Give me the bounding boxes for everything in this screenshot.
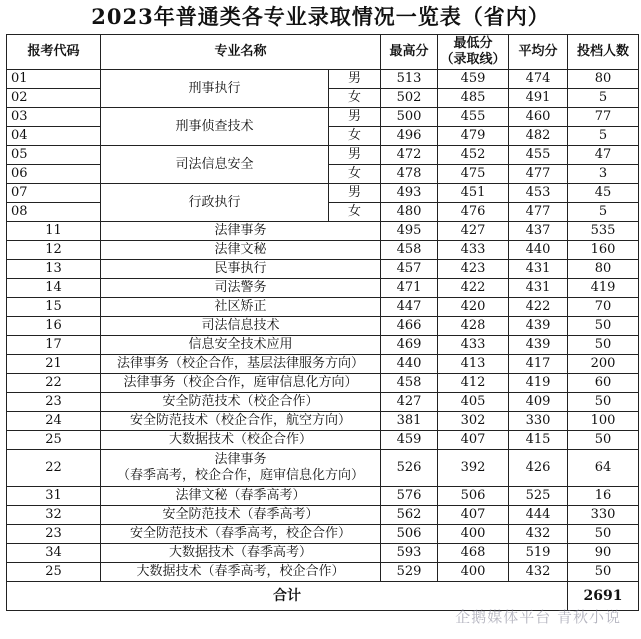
code-cell: 24: [7, 412, 101, 431]
table-row: [7, 393, 639, 412]
min-score-cell: 405: [438, 393, 509, 412]
table-row: [7, 506, 639, 525]
count-cell: 50: [568, 525, 639, 544]
avg-score-cell: 439: [509, 317, 568, 336]
count-cell: 5: [568, 127, 639, 146]
max-score-cell: 493: [381, 184, 438, 203]
code-cell: 23: [7, 525, 101, 544]
gender-cell: 男: [329, 146, 381, 165]
min-score-cell: 427: [438, 222, 509, 241]
header-count: 投档人数: [568, 35, 639, 70]
max-score-cell: 576: [381, 487, 438, 506]
max-score-cell: 447: [381, 298, 438, 317]
count-cell: 70: [568, 298, 639, 317]
code-cell: 02: [7, 89, 101, 108]
avg-score-cell: 525: [509, 487, 568, 506]
gender-cell: 女: [329, 127, 381, 146]
min-score-cell: 475: [438, 165, 509, 184]
code-cell: 31: [7, 487, 101, 506]
max-score-cell: 469: [381, 336, 438, 355]
code-cell: 04: [7, 127, 101, 146]
header-min-line2: （录取线）: [440, 52, 506, 67]
major-name-cell: 司法信息安全: [101, 146, 329, 184]
major-name-cell: 社区矫正: [101, 298, 381, 317]
code-cell: 16: [7, 317, 101, 336]
max-score-cell: 478: [381, 165, 438, 184]
max-score-cell: 466: [381, 317, 438, 336]
code-cell: 12: [7, 241, 101, 260]
max-score-cell: 471: [381, 279, 438, 298]
min-score-cell: 459: [438, 70, 509, 89]
code-cell: 17: [7, 336, 101, 355]
avg-score-cell: 439: [509, 336, 568, 355]
header-max: 最高分: [381, 35, 438, 70]
avg-score-cell: 444: [509, 506, 568, 525]
header-min-line1: 最低分: [453, 36, 493, 51]
gender-cell: 男: [329, 184, 381, 203]
header-min: [438, 35, 509, 70]
min-score-cell: 423: [438, 260, 509, 279]
major-name-cell: 安全防范技术（春季高考，校企合作）: [101, 525, 381, 544]
min-score-cell: 433: [438, 336, 509, 355]
code-cell: 13: [7, 260, 101, 279]
min-score-cell: 433: [438, 241, 509, 260]
avg-score-cell: 426: [509, 450, 568, 487]
max-score-cell: 458: [381, 241, 438, 260]
max-score-cell: 495: [381, 222, 438, 241]
count-cell: 77: [568, 108, 639, 127]
max-score-cell: 513: [381, 70, 438, 89]
table-row: [7, 563, 639, 582]
table-row: [7, 487, 639, 506]
major-name-cell: 法律文秘: [101, 241, 381, 260]
max-score-cell: 440: [381, 355, 438, 374]
header-major: 专业名称: [101, 35, 381, 70]
gender-cell: 男: [329, 108, 381, 127]
major-name-line1: 法律事务: [214, 452, 267, 467]
count-cell: 50: [568, 336, 639, 355]
count-cell: 330: [568, 506, 639, 525]
avg-score-cell: 482: [509, 127, 568, 146]
max-score-cell: 593: [381, 544, 438, 563]
major-name-cell: 大数据技术（校企合作）: [101, 431, 381, 450]
major-name-cell: 法律事务（校企合作，庭审信息化方向）: [101, 374, 381, 393]
code-cell: 06: [7, 165, 101, 184]
count-cell: 50: [568, 393, 639, 412]
major-name-cell: 大数据技术（春季高考，校企合作）: [101, 563, 381, 582]
min-score-cell: 455: [438, 108, 509, 127]
avg-score-cell: 417: [509, 355, 568, 374]
min-score-cell: 451: [438, 184, 509, 203]
avg-score-cell: 460: [509, 108, 568, 127]
avg-score-cell: 431: [509, 260, 568, 279]
major-name-cell: 刑事执行: [101, 70, 329, 108]
gender-cell: 女: [329, 165, 381, 184]
major-name-cell: 安全防范技术（春季高考）: [101, 506, 381, 525]
min-score-cell: 407: [438, 506, 509, 525]
header-row: [7, 35, 639, 70]
min-score-cell: 428: [438, 317, 509, 336]
max-score-cell: 526: [381, 450, 438, 487]
count-cell: 64: [568, 450, 639, 487]
min-score-cell: 407: [438, 431, 509, 450]
major-name-line2: （春季高考，校企合作，庭审信息化方向）: [117, 468, 365, 483]
avg-score-cell: 415: [509, 431, 568, 450]
major-name-cell: 信息安全技术应用: [101, 336, 381, 355]
min-score-cell: 400: [438, 525, 509, 544]
min-score-cell: 468: [438, 544, 509, 563]
count-cell: 5: [568, 89, 639, 108]
avg-score-cell: 453: [509, 184, 568, 203]
max-score-cell: 457: [381, 260, 438, 279]
major-name-cell: 司法警务: [101, 279, 381, 298]
avg-score-cell: 330: [509, 412, 568, 431]
count-cell: 160: [568, 241, 639, 260]
code-cell: 22: [7, 374, 101, 393]
max-score-cell: 506: [381, 525, 438, 544]
major-name-cell: 法律事务（校企合作，基层法律服务方向）: [101, 355, 381, 374]
table-row: [7, 184, 639, 203]
avg-score-cell: 455: [509, 146, 568, 165]
min-score-cell: 392: [438, 450, 509, 487]
min-score-cell: 479: [438, 127, 509, 146]
code-cell: 07: [7, 184, 101, 203]
min-score-cell: 413: [438, 355, 509, 374]
avg-score-cell: 474: [509, 70, 568, 89]
major-name-cell: 刑事侦查技术: [101, 108, 329, 146]
header-avg: 平均分: [509, 35, 568, 70]
count-cell: 45: [568, 184, 639, 203]
major-name-cell: 法律文秘（春季高考）: [101, 487, 381, 506]
code-cell: 23: [7, 393, 101, 412]
table-row: [7, 279, 639, 298]
avg-score-cell: 519: [509, 544, 568, 563]
count-cell: 80: [568, 260, 639, 279]
code-cell: 32: [7, 506, 101, 525]
table-row: [7, 355, 639, 374]
min-score-cell: 506: [438, 487, 509, 506]
table-row: [7, 317, 639, 336]
count-cell: 3: [568, 165, 639, 184]
avg-score-cell: 431: [509, 279, 568, 298]
avg-score-cell: 440: [509, 241, 568, 260]
avg-score-cell: 477: [509, 203, 568, 222]
table-row: [7, 260, 639, 279]
gender-cell: 男: [329, 70, 381, 89]
count-cell: 200: [568, 355, 639, 374]
max-score-cell: 427: [381, 393, 438, 412]
count-cell: 80: [568, 70, 639, 89]
major-name-cell: 安全防范技术（校企合作）: [101, 393, 381, 412]
max-score-cell: 502: [381, 89, 438, 108]
major-name-cell: 行政执行: [101, 184, 329, 222]
count-cell: 5: [568, 203, 639, 222]
min-score-cell: 422: [438, 279, 509, 298]
max-score-cell: 529: [381, 563, 438, 582]
table-row: [7, 146, 639, 165]
gender-cell: 女: [329, 203, 381, 222]
count-cell: 90: [568, 544, 639, 563]
major-name-cell: [101, 450, 381, 487]
footer-total: 2691: [568, 582, 639, 611]
min-score-cell: 412: [438, 374, 509, 393]
min-score-cell: 302: [438, 412, 509, 431]
count-cell: 50: [568, 563, 639, 582]
table-row: [7, 544, 639, 563]
min-score-cell: 400: [438, 563, 509, 582]
avg-score-cell: 432: [509, 525, 568, 544]
table-row: [7, 241, 639, 260]
code-cell: 03: [7, 108, 101, 127]
table-row: [7, 222, 639, 241]
count-cell: 100: [568, 412, 639, 431]
max-score-cell: 500: [381, 108, 438, 127]
count-cell: 50: [568, 431, 639, 450]
code-cell: 34: [7, 544, 101, 563]
avg-score-cell: 477: [509, 165, 568, 184]
code-cell: 11: [7, 222, 101, 241]
table-row: [7, 412, 639, 431]
avg-score-cell: 437: [509, 222, 568, 241]
code-cell: 14: [7, 279, 101, 298]
min-score-cell: 485: [438, 89, 509, 108]
count-cell: 47: [568, 146, 639, 165]
min-score-cell: 476: [438, 203, 509, 222]
table-row: [7, 450, 639, 487]
avg-score-cell: 409: [509, 393, 568, 412]
table-row: [7, 525, 639, 544]
header-code: 报考代码: [7, 35, 101, 70]
count-cell: 16: [568, 487, 639, 506]
table-row: [7, 108, 639, 127]
avg-score-cell: 432: [509, 563, 568, 582]
major-name-cell: 大数据技术（春季高考）: [101, 544, 381, 563]
table-row: [7, 374, 639, 393]
max-score-cell: 480: [381, 203, 438, 222]
count-cell: 50: [568, 317, 639, 336]
max-score-cell: 472: [381, 146, 438, 165]
max-score-cell: 459: [381, 431, 438, 450]
page-title: 2023年普通类各专业录取情况一览表（省内）: [91, 4, 550, 29]
count-cell: 419: [568, 279, 639, 298]
major-name-cell: 安全防范技术（校企合作，航空方向）: [101, 412, 381, 431]
code-cell: 21: [7, 355, 101, 374]
code-cell: 22: [7, 450, 101, 487]
major-name-cell: 民事执行: [101, 260, 381, 279]
table-row: [7, 431, 639, 450]
table-row: [7, 336, 639, 355]
max-score-cell: 496: [381, 127, 438, 146]
admission-table: [6, 34, 639, 611]
code-cell: 25: [7, 431, 101, 450]
avg-score-cell: 422: [509, 298, 568, 317]
max-score-cell: 562: [381, 506, 438, 525]
count-cell: 535: [568, 222, 639, 241]
footer-label: 合计: [7, 582, 568, 611]
code-cell: 08: [7, 203, 101, 222]
major-name-cell: 司法信息技术: [101, 317, 381, 336]
max-score-cell: 381: [381, 412, 438, 431]
min-score-cell: 452: [438, 146, 509, 165]
min-score-cell: 420: [438, 298, 509, 317]
watermark: 企鹅媒体平台 青秋小说: [455, 608, 621, 626]
table-row: [7, 70, 639, 89]
code-cell: 01: [7, 70, 101, 89]
gender-cell: 女: [329, 89, 381, 108]
code-cell: 05: [7, 146, 101, 165]
max-score-cell: 458: [381, 374, 438, 393]
avg-score-cell: 419: [509, 374, 568, 393]
code-cell: 15: [7, 298, 101, 317]
count-cell: 60: [568, 374, 639, 393]
table-row: [7, 298, 639, 317]
code-cell: 25: [7, 563, 101, 582]
major-name-cell: 法律事务: [101, 222, 381, 241]
avg-score-cell: 491: [509, 89, 568, 108]
